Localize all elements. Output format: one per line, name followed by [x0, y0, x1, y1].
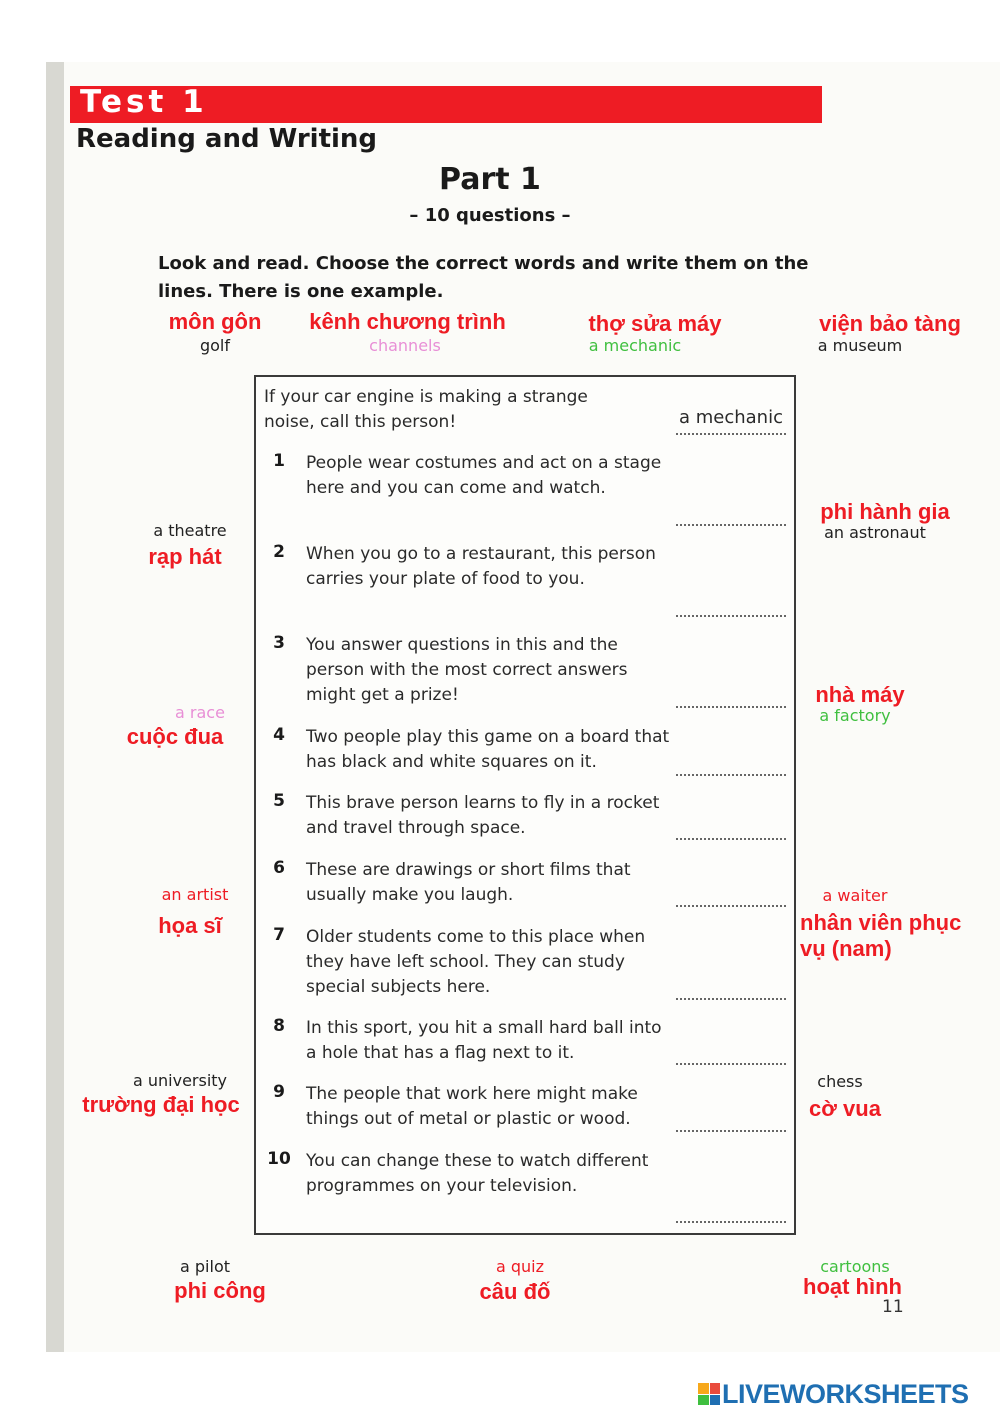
word-quiz-en: a quiz	[495, 1257, 545, 1276]
word-museum-en: a museum	[817, 336, 903, 355]
word-race-vi: cuộc đua	[126, 724, 224, 749]
question-text: The people that work here might make things out of metal or plastic or wood.	[306, 1084, 638, 1129]
question-number: 7	[273, 925, 285, 945]
liveworksheets-logo	[698, 1380, 969, 1408]
question-text: Older students come to this place when they have left school. They can study special subjects here.	[306, 927, 646, 997]
example-answer: a mechanic	[678, 407, 783, 428]
word-pilot-en: a pilot	[180, 1257, 230, 1276]
question-number: 4	[273, 725, 285, 745]
word-channels-en: channels	[369, 336, 441, 355]
word-pilot-vi: phi công	[174, 1278, 266, 1303]
word-artist-en: an artist	[161, 885, 229, 904]
page-number: 11	[882, 1297, 904, 1317]
word-museum-vi: viện bảo tàng	[819, 311, 961, 336]
question-count: – 10 questions –	[409, 205, 571, 226]
word-waiter-vi: nhân viên phục vụ (nam)	[800, 910, 962, 961]
question-number: 1	[273, 451, 285, 471]
word-university-vi: trường đại học	[82, 1092, 240, 1117]
test-label: Test 1	[80, 84, 208, 120]
word-astronaut-vi: phi hành gia	[820, 499, 950, 524]
question-text: You can change these to watch different programmes on your television.	[306, 1151, 649, 1196]
word-golf-en: golf	[199, 336, 231, 355]
part-title: Part 1	[439, 162, 541, 197]
word-astronaut-en: an astronaut	[824, 523, 926, 542]
word-mechanic-vi: thợ sửa máy	[588, 311, 722, 336]
word-university-en: a university	[132, 1071, 228, 1090]
question-number: 2	[273, 542, 285, 562]
answer-line[interactable]	[676, 904, 786, 907]
word-cartoons-vi: hoạt hình	[803, 1274, 902, 1299]
word-artist-vi: họa sĩ	[158, 913, 222, 938]
answer-line[interactable]	[676, 705, 786, 708]
word-factory-en: a factory	[819, 706, 891, 725]
answer-line[interactable]	[676, 1129, 786, 1132]
question-text: You answer questions in this and the person with the most correct answers might get a prize!	[306, 635, 628, 705]
instructions: Look and read. Choose the correct words and write them on the lines. There is one example.	[158, 253, 809, 302]
answer-line[interactable]	[676, 1220, 786, 1223]
word-theatre-en: a theatre	[153, 521, 227, 540]
question-box	[254, 375, 796, 1235]
question-text: This brave person learns to fly in a rocket and travel through space.	[306, 793, 660, 838]
question-number: 8	[273, 1016, 285, 1036]
section-title: Reading and Writing	[76, 124, 378, 154]
question-text: People wear costumes and act on a stage here and you can come and watch.	[306, 453, 662, 498]
question-text: When you go to a restaurant, this person carries your plate of food to you.	[306, 544, 656, 589]
question-text: In this sport, you hit a small hard ball into a hole that has a flag next to it.	[306, 1018, 662, 1063]
question-number: 5	[273, 791, 285, 811]
example-text: If your car engine is making a strange noise, call this person!	[264, 387, 588, 432]
question-number: 10	[267, 1149, 291, 1169]
word-mechanic-en: a mechanic	[588, 336, 682, 355]
logo-text: LIVEWORKSHEETS	[722, 1378, 969, 1409]
answer-line[interactable]	[676, 997, 786, 1000]
question-text: These are drawings or short films that usually make you laugh.	[306, 860, 631, 905]
question-text: Two people play this game on a board that has black and white squares on it.	[306, 727, 670, 772]
answer-line[interactable]	[676, 614, 786, 617]
answer-line[interactable]	[676, 773, 786, 776]
question-number: 3	[273, 633, 285, 653]
word-channels-vi: kênh chương trình	[309, 309, 506, 334]
word-factory-vi: nhà máy	[815, 682, 905, 707]
question-number: 9	[273, 1082, 285, 1102]
answer-line[interactable]	[676, 837, 786, 840]
word-race-en: a race	[175, 703, 225, 722]
word-waiter-en: a waiter	[822, 886, 888, 905]
word-golf-vi: môn gôn	[168, 309, 262, 334]
answer-line[interactable]	[676, 523, 786, 526]
answer-line[interactable]	[676, 1062, 786, 1065]
word-chess-en: chess	[817, 1072, 863, 1091]
word-quiz-vi: câu đố	[479, 1279, 551, 1304]
word-chess-vi: cờ vua	[809, 1096, 881, 1121]
example-answer-line	[676, 432, 786, 435]
word-theatre-vi: rạp hát	[148, 544, 222, 569]
liveworksheets-logo-icon	[698, 1383, 720, 1405]
word-cartoons-en: cartoons	[820, 1257, 890, 1276]
question-number: 6	[273, 858, 285, 878]
